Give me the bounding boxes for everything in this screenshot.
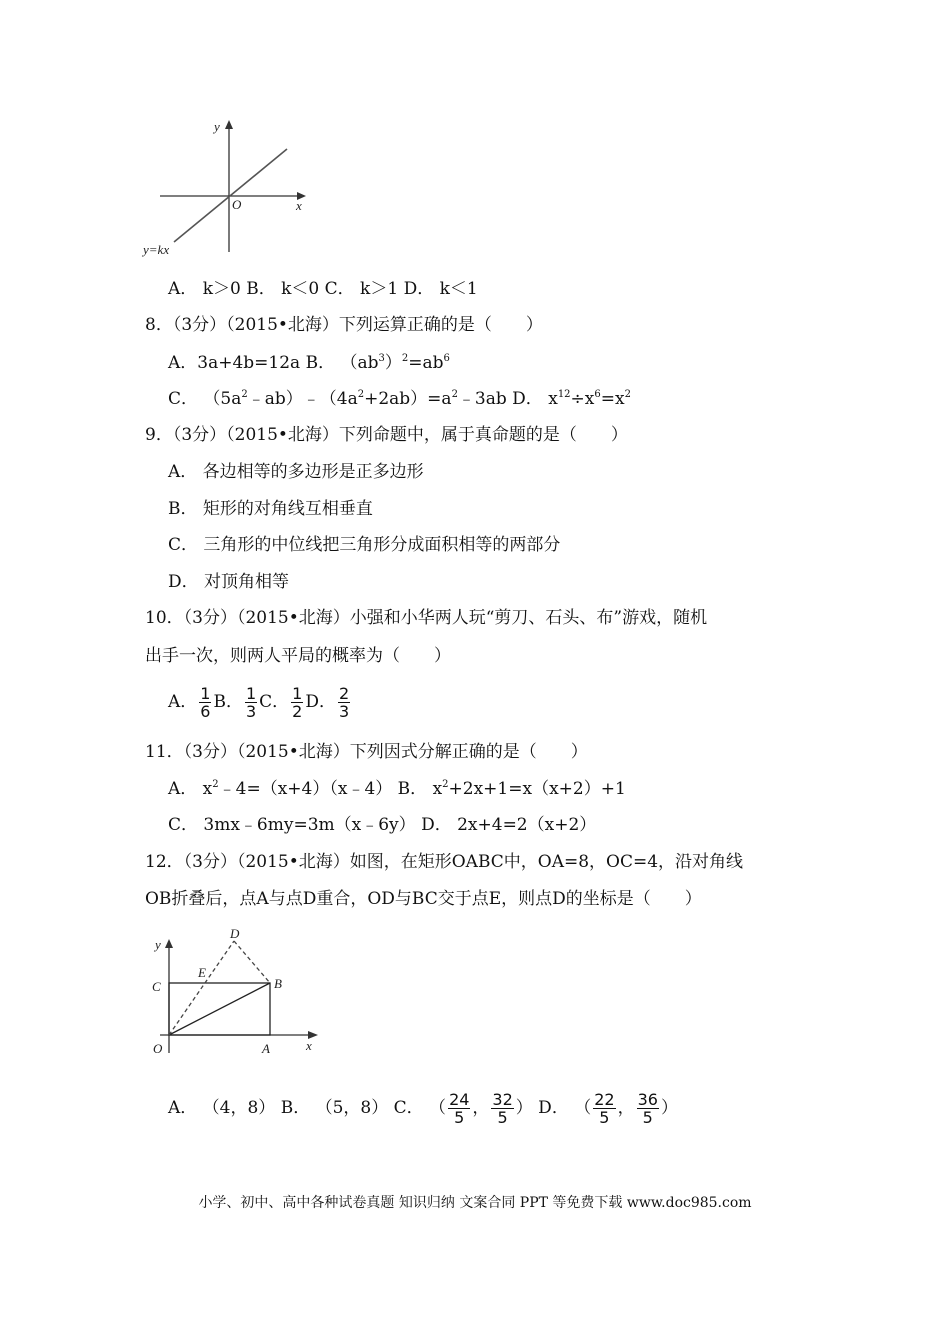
q12-options: A． （4，8） B． （5，8） C． （ $\frac{24}{5}$ ， $\frac{32}{5}$ ） D． （ $\frac{22}{5}$ ， $\frac{36}{5}$ ） [168, 1090, 678, 1127]
q7-option-a-label: A． [168, 279, 198, 299]
q7-option-a-text: k＞0 B． [202, 279, 276, 299]
segment-db [234, 941, 270, 983]
q9-option-c: C． 三角形的中位线把三角形分成面积相等的两部分 [168, 535, 561, 555]
line-label: y=kx [143, 242, 170, 257]
q12-fraction-d-x: $\frac{22}{5}$ [594, 1090, 615, 1127]
q10-fraction-a: $\frac{1}{6}$ [200, 684, 211, 721]
q12-fraction-d-y: $\frac{36}{5}$ [637, 1090, 658, 1127]
origin-label: O [232, 197, 242, 212]
diagonal-ob [169, 983, 270, 1035]
point-b-label: B [274, 976, 282, 991]
q8-options-ab: A．3a+4b=12a B． $(ab^3)^2=ab^6$ [168, 353, 450, 373]
q10-stem-line2: 出手一次，则两人平局的概率为（ ） [145, 646, 451, 666]
x-axis-label: x [296, 198, 302, 213]
graph-y-kx [140, 112, 310, 262]
q11-options-ab: A． $x^2﹣4=(x+4)(x﹣4)$ B． $x^2+2x+1=x(x+2)+1$ [168, 779, 626, 799]
q11-stem: 11．（3分）（2015•北海）下列因式分解正确的是（ ） [145, 742, 588, 762]
q12-stem-line2: OB折叠后，点A与点D重合，OD与BC交于点E，则点D的坐标是（ ） [145, 889, 702, 909]
q11-options-cd: C． 3mx﹣6my=3m（x﹣6y） D． 2x+4=2（x+2） [168, 815, 597, 835]
q7-options [168, 279, 478, 299]
point-c-label: C [152, 979, 161, 994]
q8-options-cd: C． $(5a^2﹣ab)﹣(4a^2+2ab)=a^2﹣3ab$ D． $x^{12}\div x^6=x^2$ [168, 389, 631, 409]
q12-stem-line1: 12．（3分）（2015•北海）如图，在矩形OABC中，OA=8，OC=4，沿对角线 [145, 852, 744, 872]
q7-option-b-text: k＜0 C． [281, 279, 355, 299]
point-d-label: D [230, 926, 240, 941]
point-o-label: O [153, 1041, 163, 1056]
q12-fraction-c-x: $\frac{24}{5}$ [449, 1090, 470, 1127]
y-axis-arrow [225, 120, 233, 129]
segment-od [169, 941, 234, 1035]
q7-option-c-text: k＞1 D． [360, 279, 435, 299]
q9-option-b: B． 矩形的对角线互相垂直 [168, 499, 373, 519]
q10-stem-line1: 10．（3分）（2015•北海）小强和小华两人玩“剪刀、石头、布”游戏，随机 [145, 608, 708, 628]
page-footer: 小学、初中、高中各种试卷真题 知识归纳 文案合同 PPT 等免费下载 www.doc985.com [198, 1195, 752, 1211]
q12-fraction-c-y: $\frac{32}{5}$ [492, 1090, 513, 1127]
y-axis-arrow [165, 939, 173, 948]
q7-option-d-text: k＜1 [439, 279, 478, 299]
q9-option-a: A． 各边相等的多边形是正多边形 [168, 462, 424, 482]
q10-fraction-d: $\frac{2}{3}$ [339, 684, 350, 721]
q10-fraction-b: $\frac{1}{3}$ [245, 684, 257, 721]
q10-options: A． $\frac{1}{6}$ B． $\frac{1}{3}$ C． $\frac{1}{2}$ D． $\frac{2}{3}$ [168, 684, 350, 721]
point-e-label: E [198, 965, 206, 980]
rectangle-fold-figure [142, 925, 327, 1060]
q9-option-d: D． 对顶角相等 [168, 572, 290, 592]
x-axis-label: x [306, 1038, 312, 1053]
y-axis-label: y [155, 937, 161, 952]
point-a-label: A [262, 1041, 270, 1056]
y-axis-label: y [214, 119, 220, 134]
q10-fraction-c: $\frac{1}{2}$ [292, 684, 303, 721]
q9-stem: 9．（3分）（2015•北海）下列命题中，属于真命题的是（ ） [145, 425, 628, 445]
q8-stem: 8．（3分）（2015•北海）下列运算正确的是（ ） [145, 315, 543, 335]
